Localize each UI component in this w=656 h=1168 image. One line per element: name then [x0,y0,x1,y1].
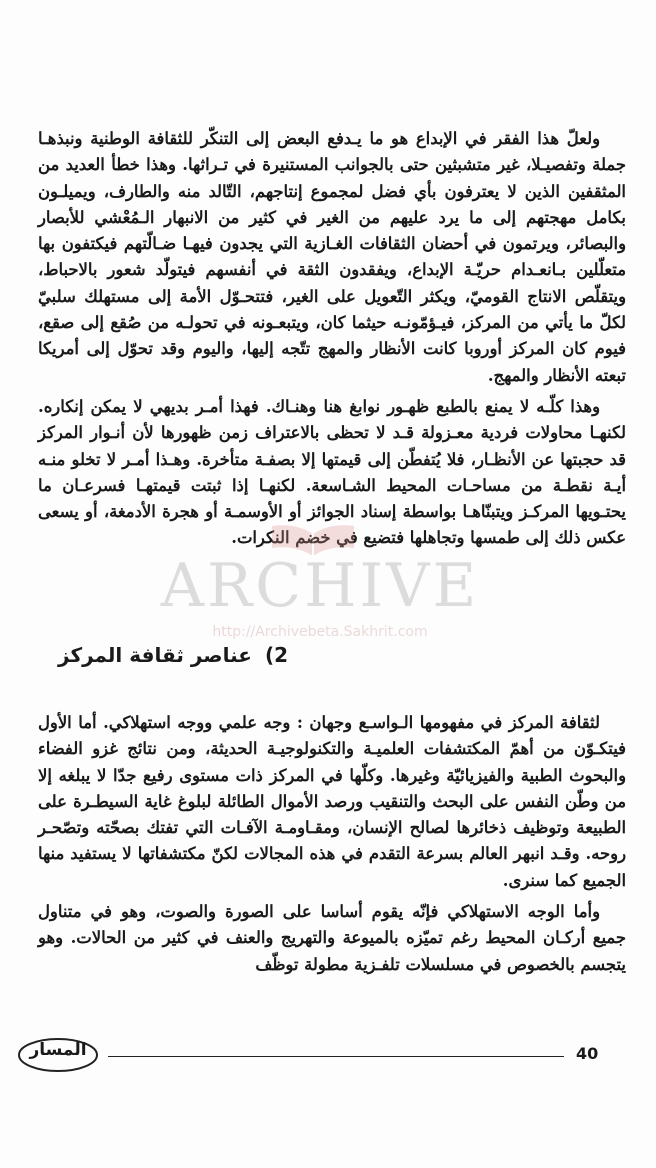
section-heading [58,643,288,667]
paragraph: ولعلّ هذا الفقر في الإبداع هو ما يـدفع البعض إلى التنكّر للثقافة الوطنية ونبذهـا جملة وتفصيـلا، غير متشبثين حتى بالجوانب المستنيرة في تـراثها. وهذا خطأ العديد من المثقفين الذين لا يعترفون بأي فضل لمجموع إنتاجهم، التّالد منه والطارف، ويميلـون بكامل مهجتهم إلى ما يرد عليهم من الغير في كثير من الانبهار الـمُعْشي للأبصار والبصائر، ويرتمون في أحضان الثقافات الغـازية التي يجدون فيهـا ضـالّتهم فيكتفون بها متعلّلين بـانعـدام حريّـة الإبداع، ويفقدون الثقة في أنفسهم فيتولّد شعور بالاحباط، ويتقلّص الانتاج القوميّ، ويكثر التّعويل على الغير، فتتحـوّل الأمة إلى مستهلك سلبيّ لكلّ ما يأتي من المركز، فيـؤمّونـه حيثما كان، ويتبعـونه في تحولـه من صُقع إلى صقع، فيوم كان المركز أوروبا كانت الأنظار والمهج تتّجه إليها، واليوم وقد تحوّل إلى أمريكا تبعته الأنظار والمهج. [38,129,626,385]
magazine-logo [16,1034,100,1076]
section-number: 2) [264,643,288,667]
paragraph: لثقافة المركز في مفهومها الـواسـع وجهان : وجه علمي ووجه استهلاكي. أما الأول فيتكـوّن من أهمّ المكتشفات العلميـة والتكنولوجيـة الحديثة، ومن نتائج غزو الفضاء والبحوث الطبية والفيزيائيّة وغيرها. وكلّها في المركز ذات مستوى رفيع جدّا لا يبلغه إلا من وطّن النفس على البحث والتنقيب ورصد الأموال الطائلة لبلوغ غاية السيطـرة على الطبيعة وتوظيف ذخائرها لصالح الإنسان، ومقـاومـة الآفـات التي تفتك بصحّته وتصّحـر روحه. وقـد انبهر العالم بسرعة التقدم في هذه المجالات لكنّ مكتشفاتها لا يستفيد منها الجميع كما سنرى. [38,713,626,890]
paragraph: وهذا كلّـه لا يمنع بالطبع ظهـور نوابغ هنا وهنـاك. فهذا أمـر بديهي لا يمكن إنكاره. لكنهـا محاولات فردية معـزولة قـد لا تحظى بالاعتراف زمن ظهورها لأن أنـوار المركز قد حجبتها عن الأنظـار، فلا يُتفطّن إلى قيمتها إلا بصفـة متأخرة. وهـذا أمـر لا تخلو منـه أيـة نقطـة من مساحـات المحيط الشـاسعة. لكنهـا إذا ثبتت قيمتهـا فسرعـان ما يحتـويها المركـز ويتبنّاهـا بواسطة إسناد الجوائز أو الأوسمـة أو هجرة الأدمغة، أو يسعى عكس ذلك إلى طمسها وتجاهلها فتضيع في خضم النكرات. [38,396,626,548]
logo-text: المسار [29,1040,87,1060]
section-title: عناصر ثقافة المركز [58,643,252,667]
paragraph: وأما الوجه الاستهلاكي فإنّه يقوم أساسا على الصورة والصوت، وهو في متناول جميع أركـان المحيط رغم تميّزه بالميوعة والتهريج والعنف في كثير من الحالات. وهو يتجسم بالخصوص في مسلسلات تلفـزية مطولة توظّف [38,902,626,974]
page-number: 40 [576,1044,599,1063]
body-text-top [38,126,626,552]
watermark-title: ARCHIVE [160,551,480,621]
watermark-url: http://Archivebeta.Sakhrit.com [212,624,428,640]
body-text-bottom [38,710,626,978]
page-footer [0,1034,656,1084]
footer-divider [108,1056,564,1057]
